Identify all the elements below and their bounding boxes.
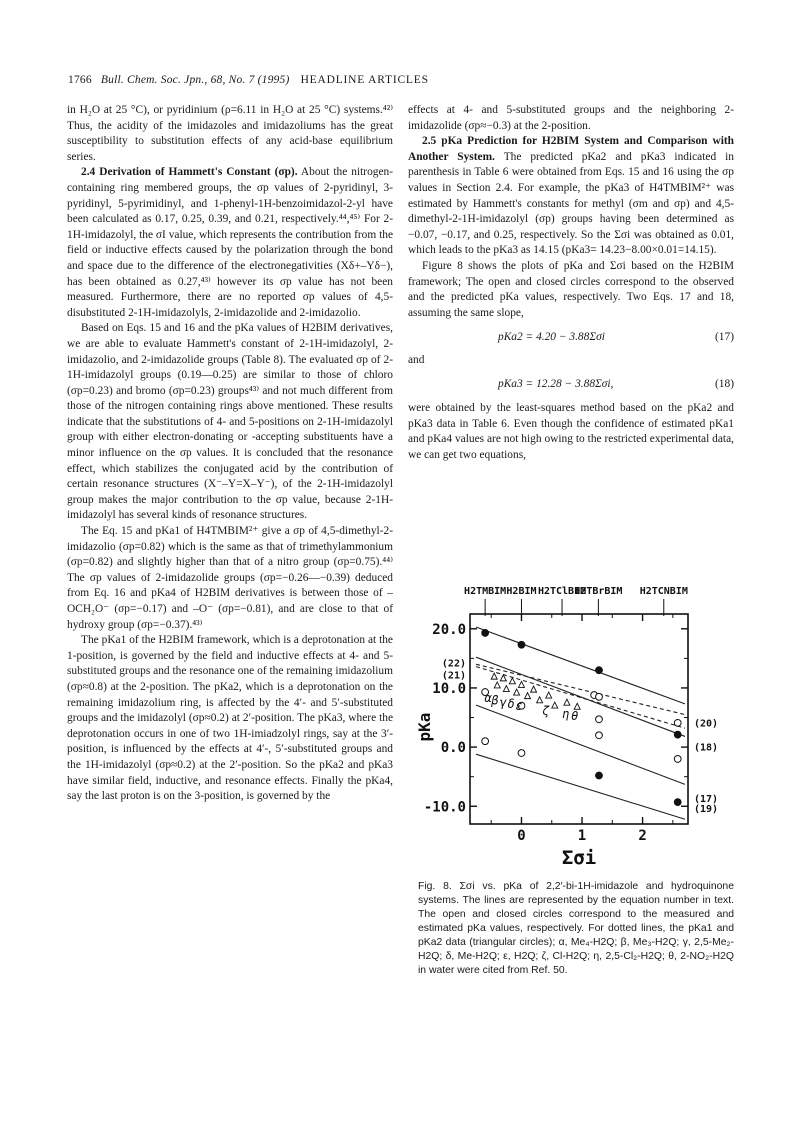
y-tick-label: 0.0: [440, 740, 466, 757]
data-point-triangle: [525, 693, 531, 699]
data-point-closed-circle: [518, 641, 525, 648]
equation-text: pKa2 = 4.20 − 3.88Σσi: [498, 330, 605, 343]
section-title: 2.4 Derivation of Hammett's Constant (σp).: [81, 166, 298, 179]
data-point-closed-circle: [596, 667, 603, 674]
greek-label: δ: [507, 697, 515, 712]
section-2-5: [408, 134, 734, 259]
greek-label: α: [484, 691, 492, 706]
paragraph: were obtained by the least-squares method based on the pKa2 and pKa3 data in Table 6. Even though the confidence of estimated pKa1 and pKa4 values are not high owing to the restricted experimental data, we can get two equations,: [408, 401, 734, 461]
paragraph: The pKa1 of the H2BIM framework, which is a deprotonation at the 1-position, is governed by the field and inductive effects at 4- and 5-substituted groups and the resonance one of the remaining imidazolium (σp≈0.8) at the 2-position. The pKa2, which is a deprotonation on the remaining imidazolium ring, is affected by the 4′- and 5′-substituted groups and the imidazolyl (σp≈0.2) at 2′-position. The pKa3, where the deprotonation occurs in one of two 1H-imiadzolyl rings, say at the 3′-position, is influenced by the effects at 4′-, 5′-substituted groups and the 1H-imidazolyl (σp≈0.2) at the 2′-position. So the pKa2 and pKa3 have similar field, inductive, and resonance effects. Finally the pKa4, say the last proton is on the 3-position, is governed by the: [67, 634, 393, 803]
data-point-closed-circle: [596, 772, 603, 779]
equation-17: [408, 321, 734, 353]
data-point-open-circle: [596, 693, 603, 700]
regression-line: [476, 705, 685, 784]
line-equation-label: (22): [441, 658, 466, 670]
line-equation-label: (18): [694, 742, 719, 754]
y-tick-label: -10.0: [423, 799, 466, 816]
journal-citation: Bull. Chem. Soc. Jpn., 68, No. 7 (1995): [100, 74, 290, 86]
data-point-open-circle: [674, 719, 681, 726]
greek-label: θ: [571, 708, 579, 723]
plot-frame: [470, 614, 688, 824]
figure-caption: Fig. 8. Σσi vs. pKa of 2,2′-bi-1H-imidazole and hydroquinone systems. The lines are represented by the equation number in text. The open and closed circles correspond to the measured and estimated pKa values, respectively. For dotted lines, the pKa1 and pKa2 data (triangular circles); α, Me₄-H2Q; β, Me₃-H2Q; γ, 2,5-Me₂-H2Q; δ, Me-H2Q; ε, H2Q; ζ, Cl-H2Q; η, 2,5-Cl₂-H2Q; θ, 2-NO₂-H2Q in water were cited from Ref. 50.: [418, 881, 734, 976]
greek-label: γ: [499, 695, 507, 710]
line-equation-label: (19): [694, 804, 719, 816]
compound-label: H2TClBIM: [537, 586, 587, 597]
x-tick-label: 2: [638, 828, 647, 844]
data-point-open-circle: [518, 750, 525, 757]
data-point-open-circle: [674, 756, 681, 763]
data-point-triangle: [537, 697, 543, 703]
data-point-triangle: [518, 681, 524, 687]
line-equation-label: (21): [441, 670, 466, 682]
x-tick-label: 1: [577, 828, 587, 844]
data-point-triangle: [491, 673, 497, 679]
data-point-triangle: [546, 692, 552, 698]
paragraph: Based on Eqs. 15 and 16 and the pKa values of H2BIM derivatives, we are able to evaluate Hammett's constant of 2-1H-imidazolyl, 2-imidazolio, and 2-imidazolide groups (Table 8). The evaluated σp of 2-1H-imidazolyl groups (0.19—0.25) are similar to those of chloro (σp=0.23) and bromo (σp=0.23) groups⁴³⁾ and not much different from those of the nitrogen containing rings above mentioned. These results indicate that the substitutions of 4- and 5-positions on 2-1H-imidazolyl group with either electron-donating or -accepting substituents have a minor influence on the σp values. It is concluded that the resonance effect, which stabilizes the conjugated acid by the contribution of certain resonance structures (X⁻–Y=X–Y⁻), of the 2-1H-imidazolyl group makes the major contribution to the σp value, because 2-1H-imidazolyl has several kinds of resonance structures.: [67, 322, 393, 522]
greek-label: ε: [515, 698, 523, 713]
y-tick-label: 20.0: [432, 621, 466, 638]
regression-line: [476, 627, 685, 704]
section-heading: HEADLINE ARTICLES: [300, 74, 429, 86]
data-point-closed-circle: [674, 799, 681, 806]
section-title: 2.5 pKa Prediction for H2BIM System and Comparison with Another System.: [408, 135, 734, 163]
equation-number: (17): [715, 330, 734, 343]
paragraph: Figure 8 shows the plots of pKa and Σσi based on the H2BIM framework; The open and closed circles correspond to the observed and the predicted pKa values, respectively. Two Eqs. 17 and 18, assuming the same slope,: [408, 259, 734, 319]
and-text: and: [408, 354, 425, 367]
y-axis-label: pKa: [415, 712, 434, 742]
page-number: 1766: [68, 74, 92, 86]
figure-8-chart: [406, 576, 736, 876]
compound-label: H2TMBIM: [464, 586, 507, 597]
data-point-triangle: [531, 686, 537, 692]
line-equation-label: (20): [694, 718, 719, 730]
data-point-closed-circle: [674, 731, 681, 738]
y-tick-label: 10.0: [432, 680, 466, 697]
left-column: [67, 103, 393, 805]
data-point-triangle: [494, 682, 500, 688]
equation-text: pKa3 = 12.28 − 3.88Σσi,: [498, 378, 614, 391]
regression-line: [476, 754, 685, 819]
data-point-closed-circle: [482, 630, 489, 637]
data-point-triangle: [552, 702, 558, 708]
section-2-4: [67, 165, 393, 321]
compound-label: H2TBrBIM: [574, 586, 623, 597]
data-point-triangle: [509, 678, 515, 684]
paragraph: in H₂O at 25 °C), or pyridinium (ρ=6.11 in H₂O at 25 °C) systems.⁴²⁾ Thus, the acidity of the imidazoles and imidazoliums has the great susceptibility to substitution effects of any acid-base equilibrium series.: [67, 104, 393, 163]
paragraph: The Eq. 15 and pKa1 of H4TMBIM²⁺ give a σp of 4,5-dimethyl-2-imidazolio (σp=0.82) which is the same as that of trimethylammonium (σp=0.82) and slightly higher than that of a nitro group (σp=0.75).⁴⁴⁾ The σp values of 2-imidazolide groups (σp=−0.26—−0.39) deduced from Eq. 16 and pKa4 of H2BIM derivatives is between those of –OCH₂O⁻ (σp=−0.17) and –O⁻ (σp=−0.81), and are close to that of hydroxy group (σp=−0.37).⁴³⁾: [67, 525, 393, 631]
running-head: [68, 74, 728, 86]
paragraph: effects at 4- and 5-substituted groups and the neighboring 2-imidazolide (σp≈−0.3) at the 2-position.: [408, 104, 734, 132]
equation-18: [408, 369, 734, 401]
data-point-triangle: [503, 686, 509, 692]
section-text: About the nitrogen-containing ring membered groups, the σp values of 2-pyridinyl, 3-pyridinyl, 5-pyrimidinyl, and 1-phenyl-1H-benzoimidazol-2-yl have been calculated as 0.17, 0.25, 0.39, and 0.21, respectively.⁴⁴,⁴⁵⁾ For 2-1H-imidazolyl, the σI value, which represents the contribution from the field or inductive effects caused by the polarization through the bond and space due to the difference of the electronegativities (Xδ+–Yδ−), has been obtained as 0.27,⁴³⁾ however its σp value has not been measured. Furthermore, there are no reported σp values of 4,5-disubstituted 2-1H-imidazolyls, 2-imidazolide and 2-imidazolio.: [67, 166, 394, 319]
section-text: The predicted pKa2 and pKa3 indicated in parenthesis in Table 6 were obtained from Eqs. 15 and 16 using the σp values in Section 2.4. For example, the pKa3 of H4TMBIM²⁺ was estimated by Hammett's constants for methyl (σm and σp) and 4,5-dimethyl-2-1H-imidazolyl (σp) groups having been determined as −0.07, −0.17, and 0.25, respectively. So the Σσi was obtained as 0.01, which leads to the pKa3 as 14.15 (pKa3= 14.23−8.00×0.01=14.15).: [408, 150, 734, 257]
data-point-open-circle: [482, 738, 489, 745]
compound-label: H2TCNBIM: [639, 586, 688, 597]
data-point-open-circle: [596, 732, 603, 739]
data-point-open-circle: [596, 716, 603, 723]
line-equation-label: (17): [694, 793, 719, 805]
greek-label: η: [562, 707, 570, 722]
data-point-triangle: [564, 699, 570, 705]
greek-label: β: [491, 693, 499, 708]
right-column: [408, 103, 734, 463]
x-axis-label: Σσi: [561, 847, 597, 869]
equation-number: (18): [715, 378, 734, 391]
data-point-triangle: [514, 689, 520, 695]
x-tick-label: 0: [517, 828, 526, 844]
compound-label: H2BIM: [506, 586, 537, 597]
greek-label: ζ: [542, 704, 550, 719]
